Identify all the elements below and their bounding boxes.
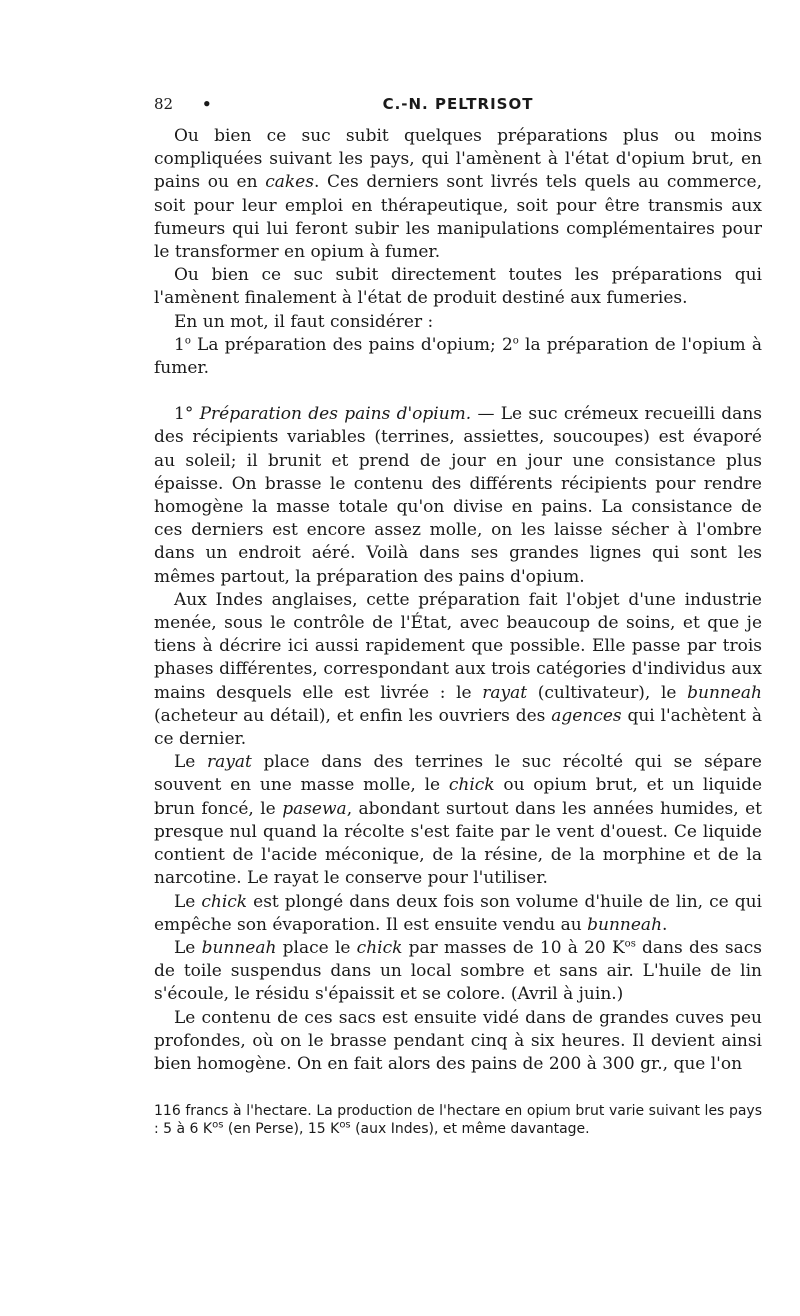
page-number: 82 xyxy=(154,95,174,113)
footnote xyxy=(154,1102,762,1138)
paragraph-10: Le contenu de ces sacs est ensuite vidé dans de grandes cuves peu profondes, où on le brasse pendant cinq à six heures. Il devient ainsi bien homogène. On en fait alors des pains de 200 à 300 gr., que l'on xyxy=(154,1007,762,1074)
paragraph-8: Le chick est plongé dans deux fois son volume d'huile de lin, ce qui empêche son évaporation. Il est ensuite vendu au bunneah. xyxy=(154,891,762,935)
paragraph-6: Aux Indes anglaises, cette préparation fait l'objet d'une industrie menée, sous le contrôle de l'État, avec beaucoup de soins, et que je tiens à décrire ici aussi rapidement que possible. Elle passe par trois phases différentes, correspondant aux trois catégories d'individus aux mains desquels elle est livrée : le rayat (cultivateur), le bunneah (acheteur au détail), et enfin les ouvriers des agences qui l'achètent à ce dernier. xyxy=(154,589,762,750)
running-head-author: C.-N. PELTRISOT xyxy=(382,95,534,113)
paragraph-9: Le bunneah place le chick par masses de 10 à 20 $K^{os}$ dans des sacs de toile suspendus dans un local sombre et sans air. L'huile de lin s'écoule, le résidu s'épaissit et se colore. (Avril à juin.) xyxy=(154,937,762,1005)
page-header xyxy=(154,95,762,121)
body-text xyxy=(154,125,762,1076)
paragraph-section-heading: 1° Préparation des pains d'opium. — Le suc crémeux recueilli dans des récipients variables (terrines, assiettes, soucoupes) est évaporé au soleil; il brunit et prend de jour en jour une consistance plus épaisse. On brasse le contenu des différents récipients pour rendre homogène la masse totale qu'on divise en pains. La consistance de ces derniers est encore assez molle, on les laisse sécher à l'ombre dans un endroit aéré. Voilà dans ses grandes lignes qui sont les mêmes partout, la préparation des pains d'opium. xyxy=(154,404,762,587)
paragraph-7: Le rayat place dans des terrines le suc récolté qui se sépare souvent en une masse molle, le chick ou opium brut, et un liquide brun foncé, le pasewa, abondant surtout dans les années humides, et presque nul quand la récolte s'est faite par le vent d'ouest. Ce liquide contient de l'acide méconique, de la résine, de la morphine et de la narcotine. Le rayat le conserve pour l'utiliser. xyxy=(154,752,763,889)
section-title: Préparation des pains d'opium. xyxy=(199,404,472,425)
paragraph-3: En un mot, il faut considérer : xyxy=(174,311,434,332)
paragraph-4: 1$^o$ La préparation des pains d'opium; 2$^o$ la préparation de l'opium à fumer. xyxy=(154,334,762,379)
footnote-text: 116 francs à l'hectare. La production de l'hectare en opium brut varie suivant les pays : 5 à 6 $K^{os}$ (en Perse), 15 $K^{os}$ (aux Indes), et même davantage. xyxy=(154,1103,762,1137)
paragraph-1: Ou bien ce suc subit quelques préparations plus ou moins compliquées suivant les pays, qui l'amènent à l'état d'opium brut, en pains ou en cakes. Ces derniers sont livrés tels quels au commerce, soit pour leur emploi en thérapeutique, soit pour être transmis aux fumeurs qui lui feront subir les manipulations complémentaires pour le transformer en opium à fumer. xyxy=(154,126,762,263)
header-bullet-mark: • xyxy=(202,95,212,113)
paragraph-2: Ou bien ce suc subit directement toutes les préparations qui l'amènent finalement à l'état de produit destiné aux fumeries. xyxy=(154,265,762,309)
